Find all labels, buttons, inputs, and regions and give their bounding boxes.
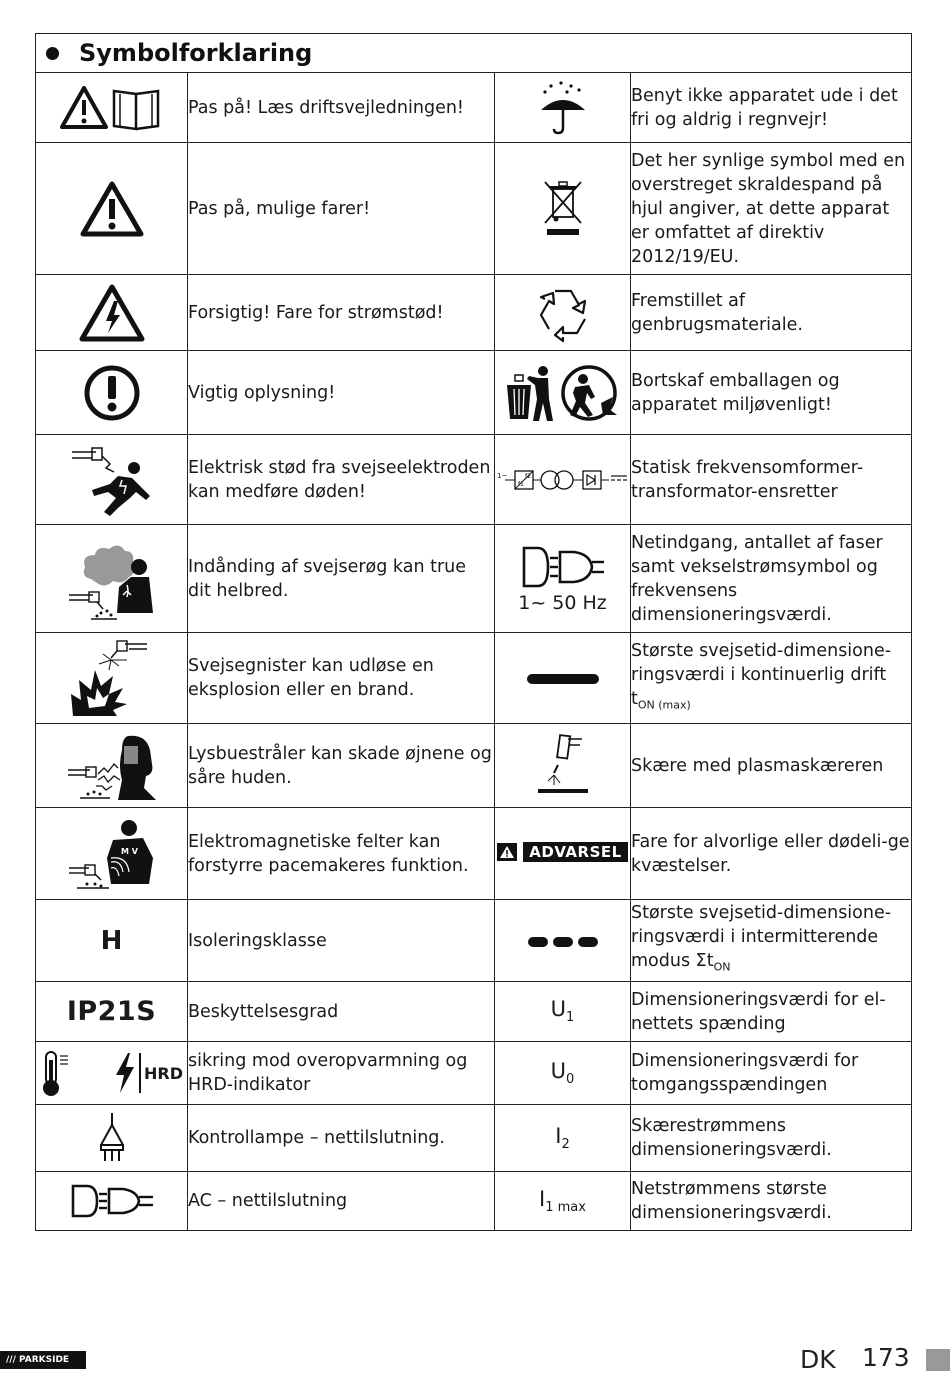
svg-text:f1: f1	[517, 480, 524, 488]
warning-manual-icon	[60, 85, 164, 131]
table-row	[36, 143, 912, 275]
voltage-symbol	[550, 1058, 575, 1088]
symbol-sub: 1 max	[545, 1200, 586, 1216]
symbol-sub: 2	[561, 1137, 570, 1153]
icon-cell	[36, 525, 188, 633]
table-row	[36, 351, 912, 435]
current-symbol	[555, 1123, 570, 1153]
mains-frequency-label: 1~ 50 Hz	[518, 591, 607, 614]
current-symbol	[539, 1186, 586, 1216]
plug-lamp-icon	[97, 1111, 127, 1165]
icon-cell	[495, 275, 631, 351]
icon-cell	[36, 1105, 188, 1172]
warning-triangle-icon	[497, 843, 517, 861]
symbol-letter: U	[550, 1058, 567, 1083]
crossed-bin-icon	[541, 179, 585, 239]
symbol-letter: I	[539, 1186, 546, 1211]
duty-symbol: Σt	[695, 951, 714, 972]
symbol-table-frame	[35, 33, 911, 1231]
left-text: Elektromagnetiske felter kan forstyrre pacemakeres funktion.	[188, 808, 495, 900]
left-text: Pas på, mulige farer!	[188, 143, 495, 275]
icon-cell	[495, 1172, 631, 1231]
left-text: Kontrollampe – nettilslutning.	[188, 1105, 495, 1172]
icon-cell	[36, 1172, 188, 1231]
advarsel-badge	[497, 842, 627, 862]
table-row	[36, 435, 912, 525]
icon-cell	[495, 525, 631, 633]
icon-cell	[495, 73, 631, 143]
warning-triangle-icon	[80, 180, 144, 238]
symbol-sub: 1	[566, 1010, 575, 1026]
frequency-converter-icon	[497, 466, 629, 494]
right-text: Benyt ikke apparatet ude i det fri og aldrig i regnvejr!	[631, 73, 912, 143]
icon-cell	[36, 275, 188, 351]
table-row	[36, 1105, 912, 1172]
table-row	[36, 808, 912, 900]
icon-cell	[36, 351, 188, 435]
table-row	[36, 525, 912, 633]
right-text: Skærestrømmens dimensioneringsværdi.	[631, 1105, 912, 1172]
left-text: Pas på! Læs driftsvejledningen!	[188, 73, 495, 143]
right-text: Netstrømmens største dimensioneringsværdi.	[631, 1172, 912, 1231]
table-row	[36, 73, 912, 143]
symbol-letter: I	[555, 1123, 562, 1148]
important-info-icon	[83, 364, 141, 422]
icon-cell	[495, 1105, 631, 1172]
icon-cell	[495, 1042, 631, 1105]
table-row	[36, 900, 912, 982]
thermometer-icon	[40, 1048, 70, 1098]
table-row	[36, 1172, 912, 1231]
page-tab-marker	[926, 1349, 950, 1371]
left-text: Forsigtig! Fare for strømstød!	[188, 275, 495, 351]
right-text: Bortskaf emballagen og apparatet miljøvenligt!	[631, 351, 912, 435]
icon-cell	[36, 633, 188, 724]
icon-cell	[495, 633, 631, 724]
umbrella-rain-icon	[537, 80, 589, 136]
left-text: Isoleringsklasse	[188, 900, 495, 982]
right-text	[631, 900, 912, 982]
right-text	[631, 633, 912, 724]
icon-cell	[36, 73, 188, 143]
left-text: Vigtig oplysning!	[188, 351, 495, 435]
table-row	[36, 633, 912, 724]
electrode-shock-icon	[70, 442, 154, 518]
left-text: sikring mod overopvarmning og HRD-indikator	[188, 1042, 495, 1105]
left-text: Elektrisk stød fra svejseelektroden kan medføre døden!	[188, 435, 495, 525]
icon-cell	[495, 143, 631, 275]
icon-cell	[495, 900, 631, 982]
svg-text:f2: f2	[524, 472, 531, 480]
icon-cell	[495, 982, 631, 1042]
right-text: Fremstillet af genbrugsmateriale.	[631, 275, 912, 351]
right-text: Det her synlige symbol med en overstreget skraldespand på hjul angiver, at dette apparat er omfattet af direktiv 2012/19/EU.	[631, 143, 912, 275]
advarsel-label: ADVARSEL	[523, 842, 627, 862]
duty-symbol-sub: ON	[713, 960, 731, 974]
left-text: Beskyttelsesgrad	[188, 982, 495, 1042]
table-row	[36, 724, 912, 808]
table-row	[36, 982, 912, 1042]
right-text: Statisk frekvensomformer-transformator-ensretter	[631, 435, 912, 525]
language-code: DK	[800, 1345, 836, 1374]
svg-text:1~: 1~	[496, 471, 507, 480]
left-text: Svejsegnister kan udløse en eksplosion eller en brand.	[188, 633, 495, 724]
right-text: Netindgang, antallet af faser samt vekselstrømsymbol og frekvensens dimensioneringsværdi.	[631, 525, 912, 633]
icon-cell	[495, 351, 631, 435]
left-text: Lysbuestråler kan skade øjnene og såre huden.	[188, 724, 495, 808]
voltage-symbol	[550, 997, 575, 1026]
plasma-cutter-icon	[534, 731, 592, 801]
right-text: Skære med plasmaskæreren	[631, 724, 912, 808]
icon-cell	[495, 724, 631, 808]
icon-cell	[36, 1042, 188, 1105]
icon-cell	[36, 724, 188, 808]
intermittent-duty-icon	[526, 935, 600, 949]
svg-text:M V: M V	[120, 846, 138, 856]
icon-cell	[36, 808, 188, 900]
right-text: Dimensioneringsværdi for el-nettets spænding	[631, 982, 912, 1042]
right-text-body: Største svejsetid-dimensione-ringsværdi i kontinuerlig drift	[631, 640, 892, 685]
bullet-icon	[46, 47, 59, 60]
icon-cell	[495, 808, 631, 900]
left-text: Indånding af svejserøg kan true dit helbred.	[188, 525, 495, 633]
ac-plug-icon	[67, 1183, 157, 1219]
right-text-body: Største svejsetid-dimensione-ringsværdi i intermitterende modus	[631, 903, 892, 972]
icon-cell	[36, 900, 188, 982]
lightning-icon	[114, 1051, 136, 1095]
icon-cell	[36, 982, 188, 1042]
welding-fumes-icon	[67, 537, 157, 621]
sparks-explosion-icon	[67, 638, 157, 718]
duty-symbol-sub: ON (max)	[637, 698, 691, 712]
right-text: Dimensioneringsværdi for tomgangsspændingen	[631, 1042, 912, 1105]
recycle-icon	[533, 283, 593, 343]
pacemaker-field-icon	[67, 818, 157, 890]
insulation-class-symbol: H	[100, 925, 123, 956]
table-row	[36, 275, 912, 351]
divider	[139, 1053, 141, 1093]
icon-cell	[36, 143, 188, 275]
symbol-table	[35, 33, 912, 1231]
electric-shock-warning-icon	[78, 283, 146, 343]
icon-cell	[495, 435, 631, 525]
mains-plug-icon	[518, 544, 608, 590]
right-text: Fare for alvorlige eller dødeli-ge kvæstelser.	[631, 808, 912, 900]
continuous-duty-bar-icon	[525, 672, 601, 686]
symbol-letter: U	[550, 997, 567, 1022]
symbol-sub: 0	[566, 1072, 575, 1088]
protection-class-symbol: IP21S	[66, 996, 157, 1027]
page-title: Symbolforklaring	[79, 39, 313, 67]
duty-symbol: t	[631, 688, 638, 709]
page-number: 173	[862, 1343, 910, 1372]
icon-cell	[36, 435, 188, 525]
brand-logo: /// PARKSIDE	[0, 1351, 86, 1369]
table-row	[36, 1042, 912, 1105]
hrd-label: HRD	[144, 1063, 183, 1083]
title-cell	[36, 34, 912, 73]
left-text: AC – nettilslutning	[188, 1172, 495, 1231]
arc-rays-icon	[66, 730, 158, 802]
dispose-environment-icon	[505, 363, 621, 423]
